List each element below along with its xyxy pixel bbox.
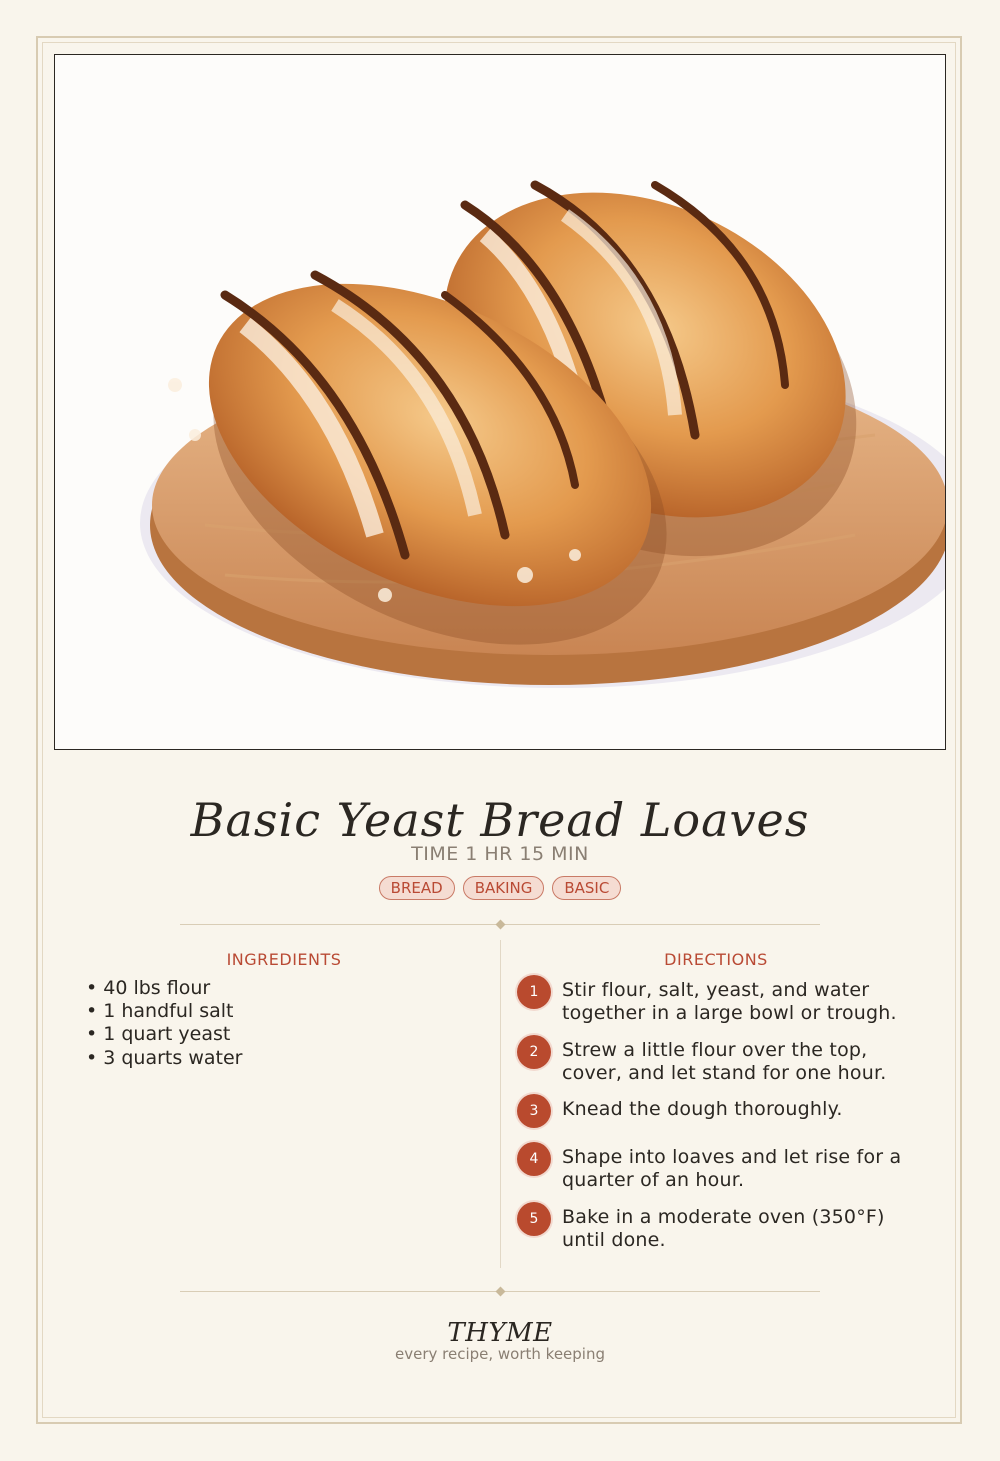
step-number-badge: 1 xyxy=(517,975,551,1009)
bread-photo xyxy=(54,54,946,750)
ingredient-item: • 40 lbs flour xyxy=(86,977,211,999)
step-text: Shape into loaves and let rise for a quarter of an hour. xyxy=(562,1146,902,1191)
step-text: Bake in a moderate oven (350°F) until done. xyxy=(562,1206,885,1251)
ingredients-heading: INGREDIENTS xyxy=(226,950,342,969)
ingredient-item: • 1 quart yeast xyxy=(86,1023,231,1045)
ingredient-item: • 1 handful salt xyxy=(86,1000,234,1022)
step-number-badge: 4 xyxy=(517,1142,551,1176)
brand-tagline: every recipe, worth keeping xyxy=(394,1345,605,1363)
tag-baking[interactable]: BAKING xyxy=(463,876,545,900)
column-divider xyxy=(500,940,501,1268)
ingredients-list xyxy=(86,977,242,1070)
ingredient-item: • 3 quarts water xyxy=(86,1047,243,1069)
tag-list xyxy=(0,876,1000,900)
step-text: Strew a little flour over the top, cover, and let stand for one hour. xyxy=(562,1039,887,1084)
tag-basic[interactable]: BASIC xyxy=(552,876,621,900)
recipe-time: TIME 1 HR 15 MIN xyxy=(411,843,589,865)
brand-name: THYME xyxy=(447,1318,553,1348)
step-number-badge: 5 xyxy=(517,1202,551,1236)
step-number-badge: 3 xyxy=(517,1094,551,1128)
directions-heading: DIRECTIONS xyxy=(664,950,768,969)
tag-bread[interactable]: BREAD xyxy=(379,876,455,900)
step-number-badge: 2 xyxy=(517,1035,551,1069)
recipe-title: Basic Yeast Bread Loaves xyxy=(190,793,810,847)
step-text: Stir flour, salt, yeast, and water together in a large bowl or trough. xyxy=(562,979,897,1024)
step-text: Knead the dough thoroughly. xyxy=(562,1098,843,1120)
